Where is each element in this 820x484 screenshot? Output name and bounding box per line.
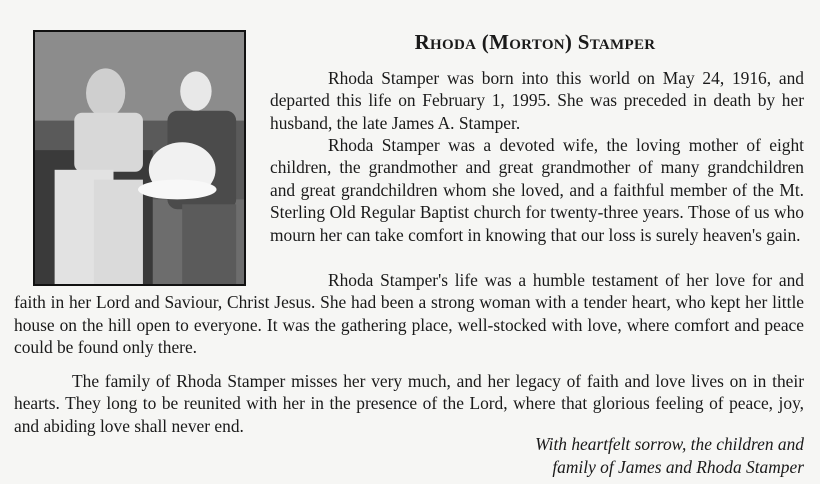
signature-line-1: With heartfelt sorrow, the children and (535, 434, 804, 454)
paragraph-family: Rhoda Stamper was a devoted wife, the loving mother of eight children, the grandmother and great grandmother of many grandchildren and great grandchildren whom she loved, and a faithful member of the Mt. Sterling Old Regular Baptist church for twenty-three years. Those of us who mourn her can take comfort in knowing that our loss is surely heaven's gain. (270, 135, 804, 245)
signature (535, 433, 804, 479)
couple-photo (33, 30, 246, 286)
page-title: Rhoda (Morton) Stamper (414, 30, 656, 54)
paragraph-birth-death: Rhoda Stamper was born into this world on May 24, 1916, and departed this life on February 1, 1995. She was preceded in death by her husband, the late James A. Stamper. (270, 68, 804, 133)
couple-photo-image (35, 32, 244, 284)
signature-line-2: family of James and Rhoda Stamper (552, 457, 804, 477)
paragraph-life: Rhoda Stamper's life was a humble testament of her love for and faith in her Lord and Saviour, Christ Jesus. She had been a strong woman with a tender heart, who kept her little house on the hill open to everyone. It was the gathering place, well-stocked with love, where comfort and peace could be found only there. (14, 270, 804, 358)
paragraph-legacy: The family of Rhoda Stamper misses her very much, and her legacy of faith and love lives on in their hearts. They long to be reunited with her in the presence of the Lord, where that glorious feeling of peace, joy, and abiding love shall never end. (14, 371, 804, 436)
